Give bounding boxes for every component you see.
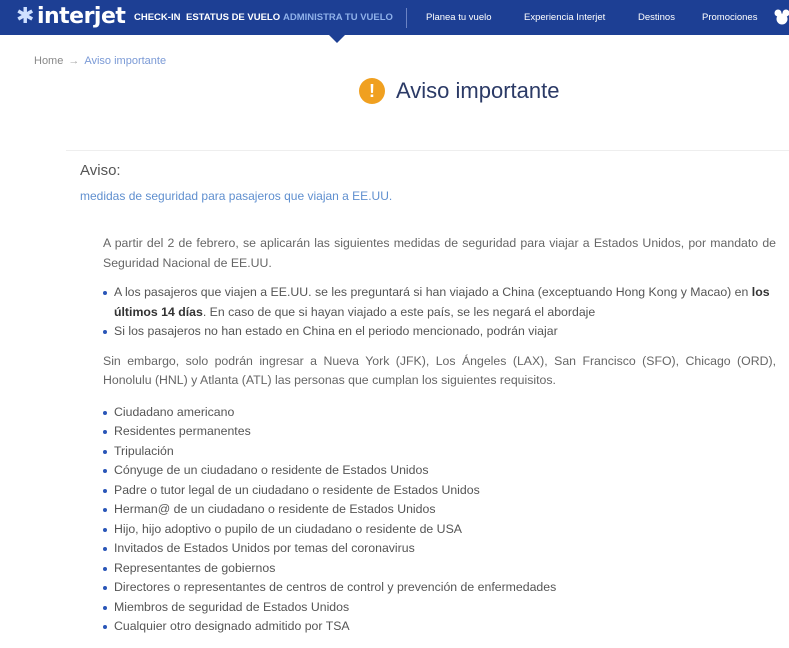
divider bbox=[66, 150, 789, 151]
nav-experiencia-interjet[interactable]: Experiencia Interjet bbox=[524, 12, 606, 23]
breadcrumb-current: Aviso importante bbox=[84, 55, 167, 67]
nav-divider bbox=[406, 8, 407, 28]
interjet-logo[interactable] bbox=[16, 4, 125, 29]
breadcrumb bbox=[34, 55, 166, 67]
list-item: Miembros de seguridad de Estados Unidos bbox=[103, 598, 776, 618]
aviso-subtitle: medidas de seguridad para pasajeros que viajan a EE.UU. bbox=[80, 189, 393, 203]
nav-destinos[interactable]: Destinos bbox=[638, 12, 675, 23]
list-item: Directores o representantes de centros de control y prevención de enfermedades bbox=[103, 578, 776, 598]
nav-check-in[interactable]: CHECK-IN bbox=[134, 12, 181, 23]
mickey-icon[interactable] bbox=[774, 9, 789, 25]
page-title: Aviso importante bbox=[396, 78, 560, 103]
rules-list bbox=[103, 283, 776, 342]
list-item: Invitados de Estados Unidos por temas del coronavirus bbox=[103, 539, 776, 559]
active-nav-indicator bbox=[329, 35, 345, 43]
breadcrumb-home[interactable]: Home bbox=[34, 55, 64, 67]
nav-planea-tu-vuelo[interactable]: Planea tu vuelo bbox=[426, 12, 492, 23]
nav-promociones[interactable]: Promociones bbox=[702, 12, 758, 23]
bullet-text: A los pasajeros que viajen a EE.UU. se les preguntará si han viajado a China (exceptuando Hong Kong y Macao) en bbox=[114, 285, 752, 299]
list-item: Padre o tutor legal de un ciudadano o residente de Estados Unidos bbox=[103, 481, 776, 501]
list-item: Ciudadano americano bbox=[103, 403, 776, 423]
list-item: Herman@ de un ciudadano o residente de Estados Unidos bbox=[103, 500, 776, 520]
requirements-list bbox=[103, 403, 776, 637]
bullet-bold-text: los últimos 14 días bbox=[114, 285, 770, 319]
top-navbar bbox=[0, 0, 789, 35]
list-item: Tripulación bbox=[103, 442, 776, 462]
list-item: Residentes permanentes bbox=[103, 422, 776, 442]
aviso-label: Aviso: bbox=[80, 162, 121, 179]
list-item: Representantes de gobiernos bbox=[103, 559, 776, 579]
list-item: Cualquier otro designado admitido por TSA bbox=[103, 617, 776, 637]
list-item bbox=[103, 283, 776, 322]
alert-icon: ! bbox=[359, 78, 385, 104]
requirements-paragraph: Sin embargo, solo podrán ingresar a Nueva York (JFK), Los Ángeles (LAX), San Francisco (SFO), Chicago (ORD), Honolulu (HNL) y Atlanta (ATL) las personas que cumplan los siguientes requisitos. bbox=[103, 353, 776, 387]
notice-body bbox=[103, 234, 776, 647]
nav-administra-tu-vuelo[interactable]: ADMINISTRA TU VUELO bbox=[283, 12, 393, 23]
list-item: Hijo, hijo adoptivo o pupilo de un ciudadano o residente de USA bbox=[103, 520, 776, 540]
bullet-text: . En caso de que si hayan viajado a este país, se les negará el abordaje bbox=[202, 304, 596, 319]
page-header bbox=[359, 78, 559, 104]
intro-paragraph: A partir del 2 de febrero, se aplicarán las siguientes medidas de seguridad para viajar a Estados Unidos, por mandato de Seguridad Nacional de EE.UU. bbox=[103, 236, 776, 270]
logo-text: interjet bbox=[36, 4, 126, 29]
star-logo-icon: ✱ bbox=[16, 4, 34, 29]
arrow-right-icon: → bbox=[68, 55, 80, 67]
list-item: Cónyuge de un ciudadano o residente de Estados Unidos bbox=[103, 461, 776, 481]
list-item: Si los pasajeros no han estado en China en el periodo mencionado, podrán viajar bbox=[103, 322, 776, 342]
nav-estatus-de-vuelo[interactable]: ESTATUS DE VUELO bbox=[186, 12, 281, 23]
